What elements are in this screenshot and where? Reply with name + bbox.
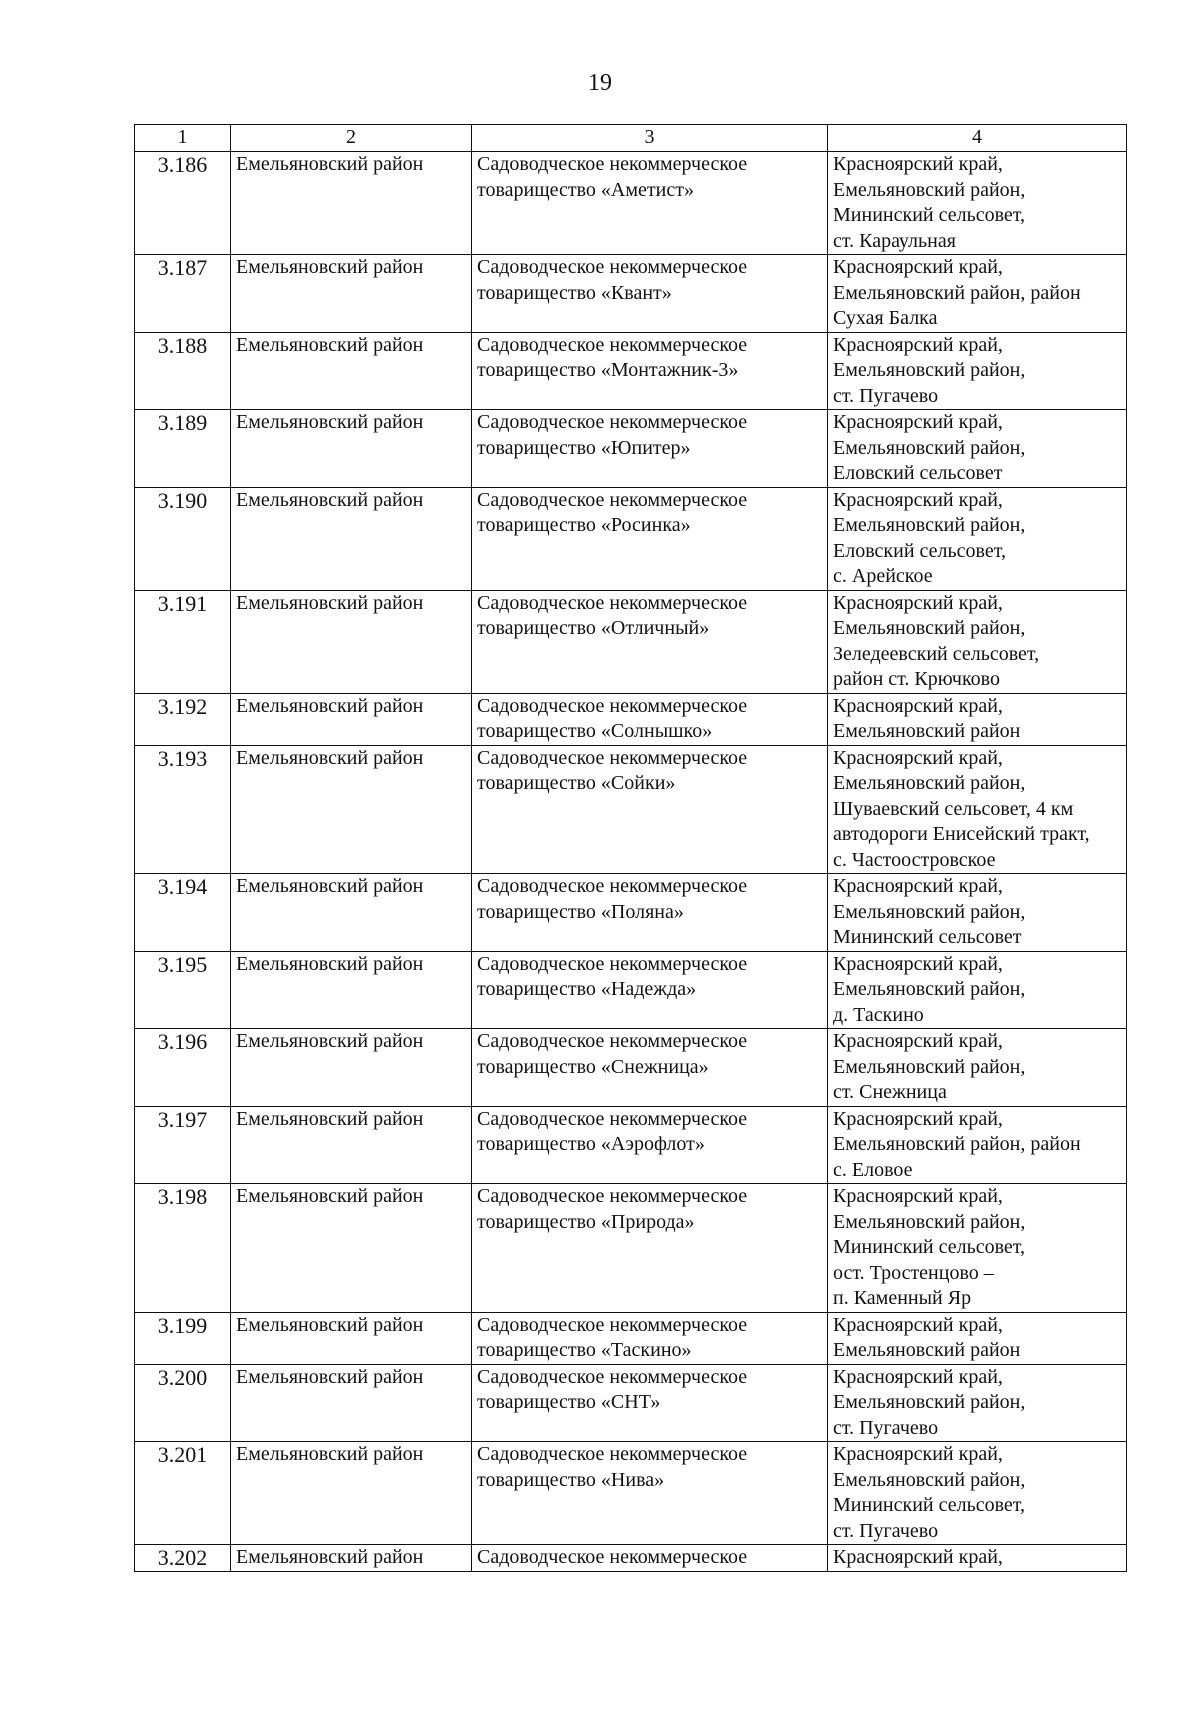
row-number-cell: 3.193: [135, 745, 231, 874]
organization-name-cell: Садоводческое некоммерческое товарищество «Аметист»: [472, 152, 828, 255]
district-cell: Емельяновский район: [231, 745, 472, 874]
location-cell: Красноярский край, Емельяновский район, район Сухая Балка: [828, 255, 1127, 333]
organization-name-cell: Садоводческое некоммерческое товарищество «Отличный»: [472, 590, 828, 693]
table-row: [135, 1364, 1127, 1442]
location-cell: Красноярский край, Емельяновский район, Мининский сельсовет, ст. Караульная: [828, 152, 1127, 255]
organization-name-cell: Садоводческое некоммерческое товарищество «Снежница»: [472, 1029, 828, 1107]
district-cell: Емельяновский район: [231, 1545, 472, 1572]
table-row: [135, 745, 1127, 874]
district-cell: Емельяновский район: [231, 1029, 472, 1107]
organization-name-cell: Садоводческое некоммерческое товарищество «Квант»: [472, 255, 828, 333]
district-cell: Емельяновский район: [231, 693, 472, 745]
row-number-cell: 3.186: [135, 152, 231, 255]
row-number-cell: 3.188: [135, 332, 231, 410]
row-number-cell: 3.189: [135, 410, 231, 488]
row-number-cell: 3.195: [135, 951, 231, 1029]
table-row: [135, 693, 1127, 745]
table-row: [135, 1312, 1127, 1364]
district-cell: Емельяновский район: [231, 152, 472, 255]
organization-name-cell: Садоводческое некоммерческое товарищество «Сойки»: [472, 745, 828, 874]
table-row: [135, 951, 1127, 1029]
district-cell: Емельяновский район: [231, 255, 472, 333]
row-number-cell: 3.202: [135, 1545, 231, 1572]
page-number: 19: [588, 70, 612, 96]
location-cell: Красноярский край, Емельяновский район, д. Таскино: [828, 951, 1127, 1029]
location-cell: Красноярский край, Емельяновский район, Мининский сельсовет, ст. Пугачево: [828, 1442, 1127, 1545]
row-number-cell: 3.197: [135, 1106, 231, 1184]
district-cell: Емельяновский район: [231, 590, 472, 693]
location-cell: Красноярский край, Емельяновский район, ст. Пугачево: [828, 1364, 1127, 1442]
organization-name-cell: Садоводческое некоммерческое товарищество «Юпитер»: [472, 410, 828, 488]
location-cell: Красноярский край, Емельяновский район, Шуваевский сельсовет, 4 км автодороги Енисейский тракт, с. Частоостровское: [828, 745, 1127, 874]
organization-name-cell: Садоводческое некоммерческое товарищество «Природа»: [472, 1184, 828, 1313]
row-number-cell: 3.199: [135, 1312, 231, 1364]
table-row: [135, 410, 1127, 488]
table-row: [135, 1545, 1127, 1572]
row-number-cell: 3.198: [135, 1184, 231, 1313]
organization-name-cell: Садоводческое некоммерческое: [472, 1545, 828, 1572]
column-header-location: 4: [828, 125, 1127, 152]
location-cell: Красноярский край, Емельяновский район, Еловский сельсовет: [828, 410, 1127, 488]
column-header-number: 1: [135, 125, 231, 152]
row-number-cell: 3.191: [135, 590, 231, 693]
table-header: [135, 125, 1127, 152]
location-cell: Красноярский край, Емельяновский район, Еловский сельсовет, с. Арейское: [828, 487, 1127, 590]
district-cell: Емельяновский район: [231, 1442, 472, 1545]
district-cell: Емельяновский район: [231, 487, 472, 590]
table-row: [135, 1442, 1127, 1545]
table-row: [135, 1184, 1127, 1313]
table-row: [135, 255, 1127, 333]
table-row: [135, 1029, 1127, 1107]
table-row: [135, 590, 1127, 693]
column-header-name: 3: [472, 125, 828, 152]
organization-name-cell: Садоводческое некоммерческое товарищество «Поляна»: [472, 874, 828, 952]
district-cell: Емельяновский район: [231, 332, 472, 410]
table-row: [135, 1106, 1127, 1184]
location-cell: Красноярский край, Емельяновский район: [828, 693, 1127, 745]
district-cell: Емельяновский район: [231, 1184, 472, 1313]
location-cell: Красноярский край, Емельяновский район, ст. Пугачево: [828, 332, 1127, 410]
location-cell: Красноярский край, Емельяновский район: [828, 1312, 1127, 1364]
organization-name-cell: Садоводческое некоммерческое товарищество «СНТ»: [472, 1364, 828, 1442]
district-cell: Емельяновский район: [231, 874, 472, 952]
row-number-cell: 3.201: [135, 1442, 231, 1545]
row-number-cell: 3.192: [135, 693, 231, 745]
organization-name-cell: Садоводческое некоммерческое товарищество «Аэрофлот»: [472, 1106, 828, 1184]
table-row: [135, 152, 1127, 255]
district-cell: Емельяновский район: [231, 1312, 472, 1364]
location-cell: Красноярский край, Емельяновский район, ст. Снежница: [828, 1029, 1127, 1107]
table-body: [135, 152, 1127, 1572]
location-cell: Красноярский край, Емельяновский район, Мининский сельсовет: [828, 874, 1127, 952]
location-cell: Красноярский край,: [828, 1545, 1127, 1572]
organization-name-cell: Садоводческое некоммерческое товарищество «Монтажник-3»: [472, 332, 828, 410]
column-header-district: 2: [231, 125, 472, 152]
table-row: [135, 332, 1127, 410]
location-cell: Красноярский край, Емельяновский район, Зеледеевский сельсовет, район ст. Крючково: [828, 590, 1127, 693]
organization-name-cell: Садоводческое некоммерческое товарищество «Таскино»: [472, 1312, 828, 1364]
location-cell: Красноярский край, Емельяновский район, район с. Еловое: [828, 1106, 1127, 1184]
registry-table: [134, 124, 1127, 1572]
district-cell: Емельяновский район: [231, 1106, 472, 1184]
row-number-cell: 3.196: [135, 1029, 231, 1107]
location-cell: Красноярский край, Емельяновский район, Мининский сельсовет, ост. Тростенцово – п. Каменный Яр: [828, 1184, 1127, 1313]
header-row: [135, 125, 1127, 152]
organization-name-cell: Садоводческое некоммерческое товарищество «Надежда»: [472, 951, 828, 1029]
row-number-cell: 3.187: [135, 255, 231, 333]
district-cell: Емельяновский район: [231, 951, 472, 1029]
district-cell: Емельяновский район: [231, 1364, 472, 1442]
row-number-cell: 3.190: [135, 487, 231, 590]
organization-name-cell: Садоводческое некоммерческое товарищество «Солнышко»: [472, 693, 828, 745]
organization-name-cell: Садоводческое некоммерческое товарищество «Нива»: [472, 1442, 828, 1545]
row-number-cell: 3.194: [135, 874, 231, 952]
table-row: [135, 874, 1127, 952]
row-number-cell: 3.200: [135, 1364, 231, 1442]
table-row: [135, 487, 1127, 590]
organization-name-cell: Садоводческое некоммерческое товарищество «Росинка»: [472, 487, 828, 590]
district-cell: Емельяновский район: [231, 410, 472, 488]
